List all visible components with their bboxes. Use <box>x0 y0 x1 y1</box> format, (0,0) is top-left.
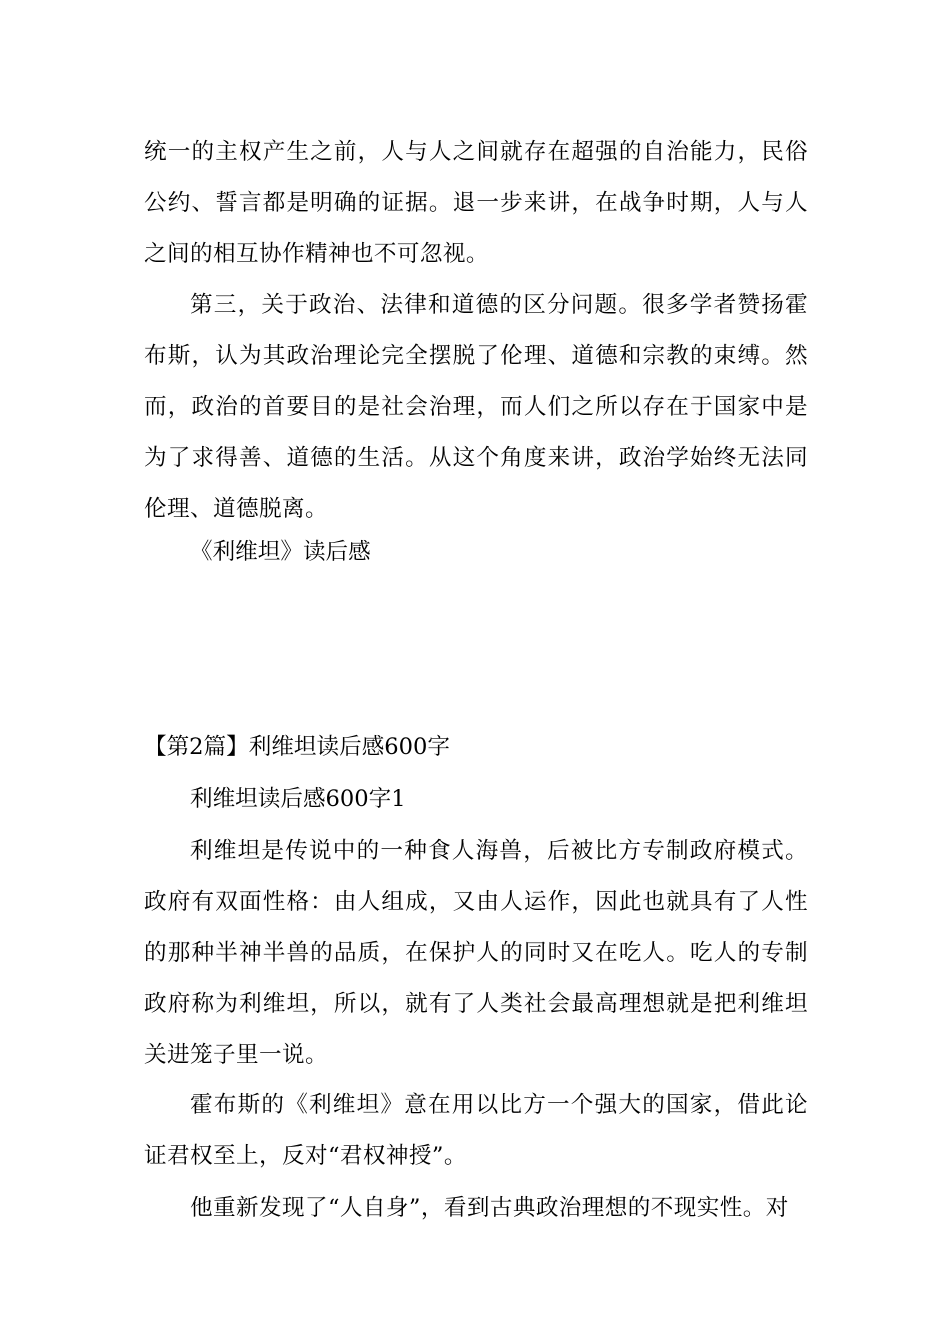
subheading-review-one: 利维坦读后感600字1 <box>190 786 406 812</box>
section-heading-leviathan-review: 《利维坦》读后感 <box>190 539 371 565</box>
paragraph-human-self: 他重新发现了“人自身”，看到古典政治理想的不现实性。对 <box>190 1195 789 1221</box>
article-heading-second: 【第2篇】利维坦读后感600字 <box>144 734 451 760</box>
paragraph-sovereignty-autonomy: 统一的主权产生之前，人与人之间就存在超强的自治能力，民俗公约、誓言都是明确的证据。退一步来讲，在战争时期，人与人之间的相互协作精神也不可忽视。 <box>144 139 808 267</box>
paragraph-leviathan-definition: 利维坦是传说中的一种食人海兽，后被比方专制政府模式。政府有双面性格：由人组成，又由人运作，因此也就具有了人性的那种半神半兽的品质，在保护人的同时又在吃人。吃人的专制政府称为利维坦，所以，就有了人类社会最高理想就是把利维坦关进笼子里一说。 <box>144 838 808 1068</box>
paragraph-hobbes-state: 霍布斯的《利维坦》意在用以比方一个强大的国家，借此论证君权至上，反对“君权神授”。 <box>144 1092 808 1169</box>
paragraph-politics-law-morality: 第三，关于政治、法律和道德的区分问题。很多学者赞扬霍布斯，认为其政治理论完全摆脱了伦理、道德和宗教的束缚。然而，政治的首要目的是社会治理，而人们之所以存在于国家中是为了求得善、道德的生活。从这个角度来讲，政治学始终无法同伦理、道德脱离。 <box>144 292 808 522</box>
